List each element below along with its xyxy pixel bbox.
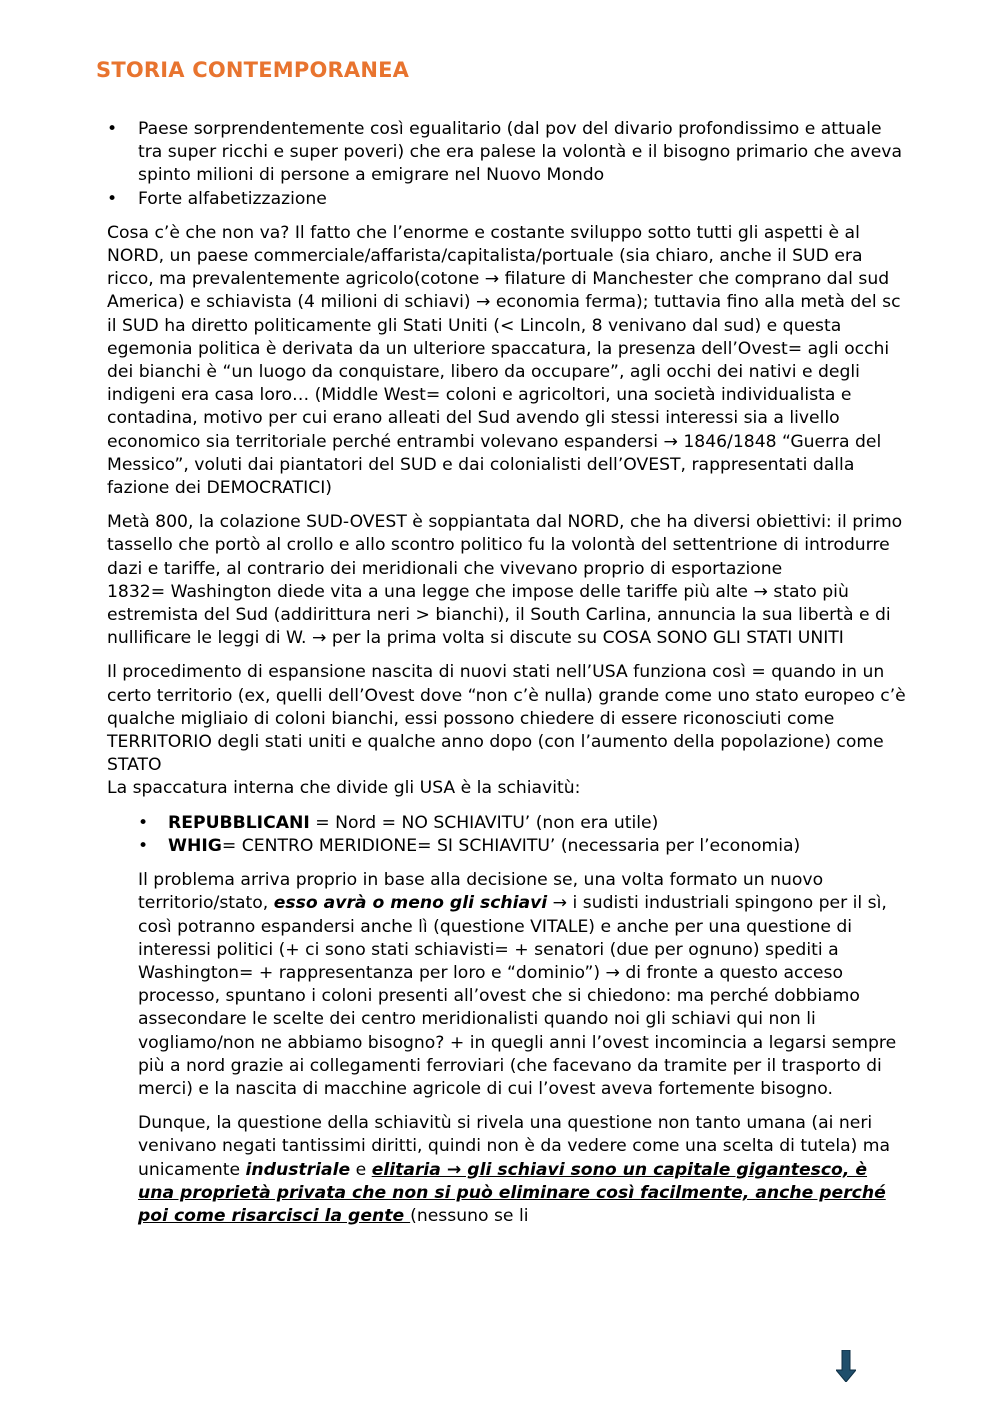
paragraph-text: 1832= Washington diede vita a una legge che impose delle tariffe più alte → stato più estremista del Sud (addirittura neri > bianchi), il South Carlina, annuncia la sua libertà e di nullificare le leggi di W. → per la prima volta si discute su COSA SONO GLI STATI UNITI <box>107 581 891 649</box>
paragraph-text: Il problema arriva proprio in base alla decisione se, una volta formato un nuovo territorio/stato, <box>138 870 824 914</box>
paragraph-text: (nessuno se li <box>410 1205 529 1226</box>
list-item: • Forte alfabetizzazione <box>107 188 907 211</box>
paragraph-north-south: Cosa c’è che non va? Il fatto che l’enorme e costante sviluppo sotto tutti gli aspetti è al NORD, un paese commerciale/affarista/capitalista/portuale (sia chiaro, anche il SUD era ricco, ma prevalentemente agricolo(cotone → filature di Manchester che comprano dal sud America) e schiavista (4 milioni di schiavi) → economia ferma); tuttavia fino alla metà del sc il SUD ha diretto politicamente gli Stati Uniti (< Lincoln, 8 venivano dal sud) e questa egemonia politica è derivata da un ulteriore spaccatura, la presenza dell’Ovest= agli occhi dei bianchi è “un luogo da conquistare, libero da occupare”, agli occhi dei nativi e degli indigeni era casa loro… (Middle West= coloni e agricoltori, una società individualista e contadina, motivo per cui erano alleati del Sud avendo gli stessi interessi sia a livello economico sia territoriale perché entrambi volevano espandersi → 1846/1848 “Guerra del Messico”, voluti dai piantatori del SUD e dai colonialisti dell’OVEST, rappresentati dalla fazione dei DEMOCRATICI) <box>107 222 901 499</box>
party-name: REPUBBLICANI <box>168 812 310 833</box>
paragraph-text: La spaccatura interna che divide gli USA è la schiavitù: <box>107 778 581 799</box>
paragraph-expansion <box>107 661 907 800</box>
paragraph-text: Metà 800, la colazione SUD-OVEST è soppiantata dal NORD, che ha diversi obiettivi: il primo tassello che portò al crollo e allo scontro politico fu la volontà del settentrione di introdurre dazi e tariffe, al contrario dei meridionali che vivevano proprio di esportazione <box>107 512 903 579</box>
document-body <box>107 118 907 1239</box>
paragraph-text: e <box>350 1159 372 1180</box>
list-item <box>138 835 907 858</box>
party-name: WHIG <box>168 835 222 856</box>
paragraph-text: → i sudisti industriali spingono per il sì, così potranno espandersi anche lì (questione VITALE) e anche per una questione di interessi politici (+ ci sono stati schiavisti= + senatori (due per ognuno) spediti a Washington= + rappresentanza per loro e “dominio”) → di fronte a questo acceso processo, spuntano i coloni presenti all’ovest che si chiedono: ma perché dobbiamo assecondare le scelte dei centro meridionalisti quando noi gli schiavi qui non li vogliamo/non ne abbiamo bisogno? + in quegli anni l’ovest incomincia a legarsi sempre più a nord grazie ai collegamenti ferroviari (che facevano da tramite per il trasporto di merci) e la nascita di macchine agricole di cui l’ovest aveva fortemente bisogno. <box>138 893 897 1099</box>
arrow-down-icon <box>836 1350 856 1382</box>
emphasis-text: esso avrà o meno gli schiavi <box>273 893 548 914</box>
paragraph-tariffs <box>107 511 907 650</box>
underlined-emphasis-text: elitaria → gli schiavi sono un capitale gigantesco, è una proprietà privata che non si può eliminare così facilmente, anche perché poi come risarcisci la gente <box>138 1159 886 1226</box>
emphasis-text: industriale <box>245 1159 351 1180</box>
party-desc: = CENTRO MERIDIONE= SI SCHIAVITU’ (necessaria per l’economia) <box>221 835 801 856</box>
paragraph-text: Dunque, la questione della schiavitù si rivela una questione non tanto umana (ai neri venivano negati tantissimi diritti, quindi non è da vedere come una scelta di tutela) ma unicamente <box>138 1113 891 1180</box>
list-item <box>138 812 907 835</box>
paragraph-text: Il procedimento di espansione nascita di nuovi stati nell’USA funziona così = quando in un certo territorio (ex, quelli dell’Ovest dove “non c’è nulla) grande come uno stato europeo c’è qualche migliaio di coloni bianchi, essi possono chiedere di essere riconosciuti come TERRITORIO degli stati uniti e qualche anno dopo (con l’aumento della popolazione) come STATO <box>107 662 906 776</box>
party-bullet-list <box>138 812 907 858</box>
page-title: STORIA CONTEMPORANEA <box>96 58 410 82</box>
paragraph-conclusion <box>107 1112 907 1228</box>
list-item: • Paese sorprendentemente così egualitario (dal pov del divario profondissimo e attuale tra super ricchi e super poveri) che era palese la volontà e il bisogno primario che aveva spinto milioni di persone a emigrare nel Nuovo Mondo <box>107 118 907 188</box>
intro-bullet-list <box>107 118 907 211</box>
party-desc: = Nord = NO SCHIAVITU’ (non era utile) <box>309 812 659 833</box>
paragraph-slavery-problem <box>107 869 907 1101</box>
